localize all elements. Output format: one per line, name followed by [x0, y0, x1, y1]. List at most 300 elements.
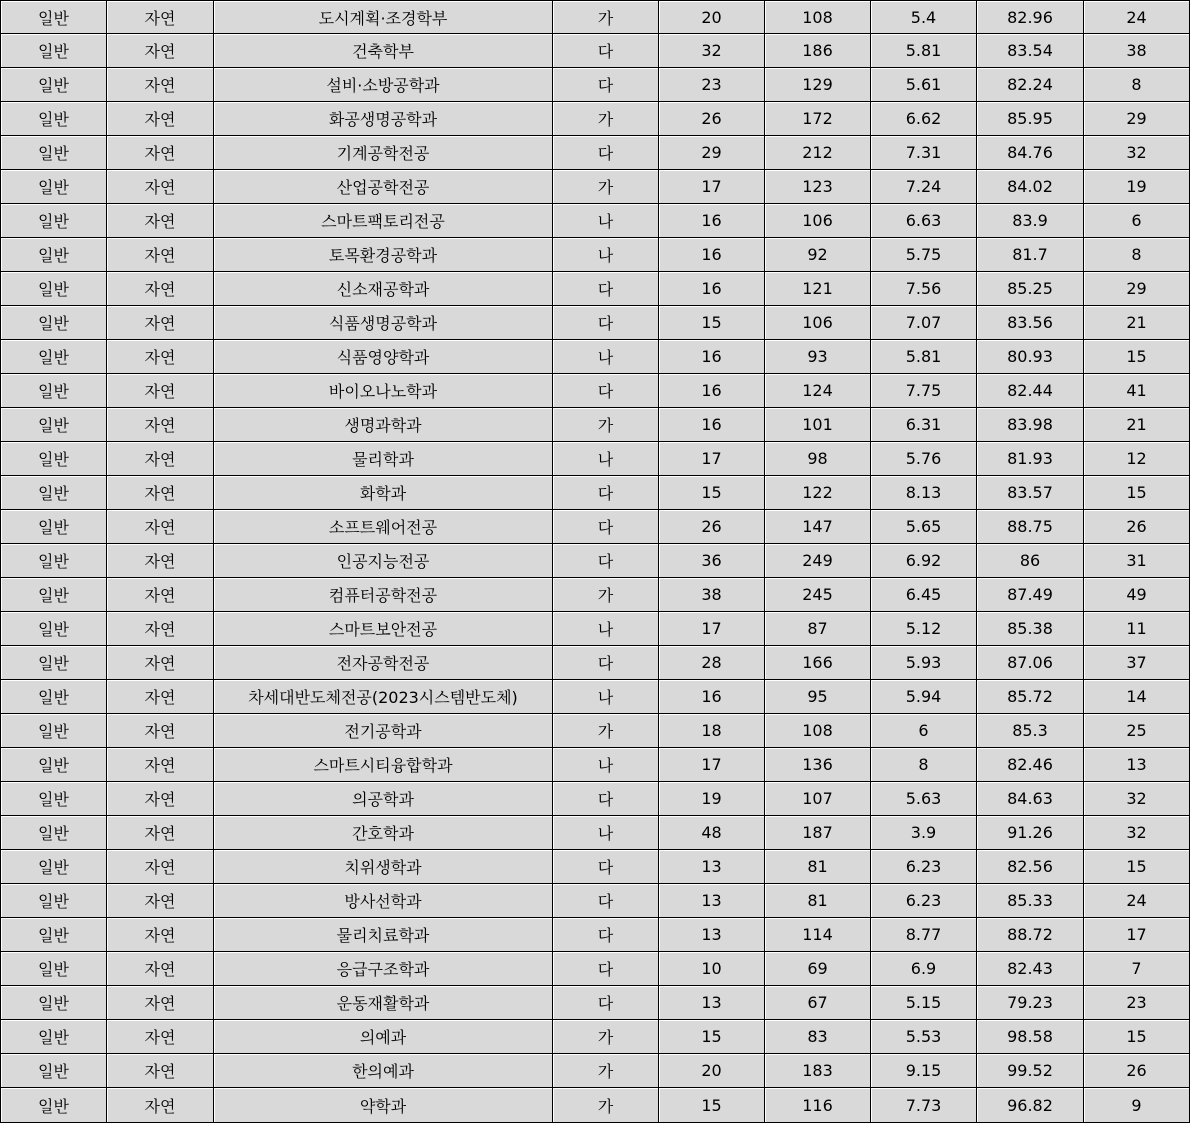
department-cell: 운동재활학과: [214, 986, 553, 1020]
table-row: [1, 1088, 1190, 1123]
competition-rate-cell: 3.9: [871, 816, 977, 850]
quota-cell: 16: [659, 374, 765, 408]
applicants-cell: 81: [765, 850, 871, 884]
score-cell: 83.9: [977, 204, 1084, 238]
table-row: [1, 714, 1190, 748]
competition-rate-cell: 5.93: [871, 646, 977, 680]
quota-cell: 13: [659, 850, 765, 884]
competition-rate-cell: 7.07: [871, 306, 977, 340]
department-cell: 화학과: [214, 476, 553, 510]
table-row: [1, 986, 1190, 1020]
score-cell: 82.44: [977, 374, 1084, 408]
department-cell: 컴퓨터공학전공: [214, 578, 553, 612]
category-cell: 자연: [107, 68, 214, 102]
score-cell: 83.56: [977, 306, 1084, 340]
rank-cell: 15: [1084, 476, 1190, 510]
quota-cell: 13: [659, 918, 765, 952]
table-row: [1, 816, 1190, 850]
applicants-cell: 245: [765, 578, 871, 612]
category-cell: 자연: [107, 1054, 214, 1088]
quota-cell: 16: [659, 340, 765, 374]
table-row: [1, 476, 1190, 510]
applicants-cell: 69: [765, 952, 871, 986]
category-cell: 자연: [107, 612, 214, 646]
rank-cell: 12: [1084, 442, 1190, 476]
category-cell: 자연: [107, 374, 214, 408]
category-cell: 자연: [107, 102, 214, 136]
department-cell: 건축학부: [214, 34, 553, 68]
rank-cell: 26: [1084, 510, 1190, 544]
admission-type-cell: 일반: [1, 816, 107, 850]
category-cell: 자연: [107, 1, 214, 34]
quota-cell: 10: [659, 952, 765, 986]
table-row: [1, 612, 1190, 646]
quota-cell: 13: [659, 986, 765, 1020]
admission-type-cell: 일반: [1, 680, 107, 714]
competition-rate-cell: 5.94: [871, 680, 977, 714]
department-cell: 응급구조학과: [214, 952, 553, 986]
department-cell: 한의예과: [214, 1054, 553, 1088]
department-cell: 스마트팩토리전공: [214, 204, 553, 238]
competition-rate-cell: 5.81: [871, 34, 977, 68]
group-cell: 나: [553, 442, 659, 476]
category-cell: 자연: [107, 884, 214, 918]
competition-rate-cell: 6.62: [871, 102, 977, 136]
quota-cell: 16: [659, 204, 765, 238]
department-cell: 토목환경공학과: [214, 238, 553, 272]
department-cell: 도시계획·조경학부: [214, 1, 553, 34]
group-cell: 다: [553, 306, 659, 340]
competition-rate-cell: 5.75: [871, 238, 977, 272]
admission-type-cell: 일반: [1, 34, 107, 68]
competition-rate-cell: 7.31: [871, 136, 977, 170]
group-cell: 다: [553, 850, 659, 884]
admission-type-cell: 일반: [1, 204, 107, 238]
score-cell: 83.54: [977, 34, 1084, 68]
table-row: [1, 782, 1190, 816]
department-cell: 설비·소방공학과: [214, 68, 553, 102]
rank-cell: 24: [1084, 1, 1190, 34]
rank-cell: 24: [1084, 884, 1190, 918]
applicants-cell: 166: [765, 646, 871, 680]
group-cell: 다: [553, 782, 659, 816]
group-cell: 나: [553, 680, 659, 714]
competition-rate-cell: 8: [871, 748, 977, 782]
quota-cell: 38: [659, 578, 765, 612]
department-cell: 전자공학전공: [214, 646, 553, 680]
admission-type-cell: 일반: [1, 442, 107, 476]
group-cell: 가: [553, 714, 659, 748]
applicants-cell: 212: [765, 136, 871, 170]
applicants-cell: 122: [765, 476, 871, 510]
quota-cell: 15: [659, 1020, 765, 1054]
score-cell: 84.63: [977, 782, 1084, 816]
department-cell: 약학과: [214, 1088, 553, 1123]
applicants-cell: 249: [765, 544, 871, 578]
score-cell: 91.26: [977, 816, 1084, 850]
applicants-cell: 108: [765, 1, 871, 34]
rank-cell: 29: [1084, 272, 1190, 306]
competition-rate-cell: 7.56: [871, 272, 977, 306]
group-cell: 다: [553, 884, 659, 918]
applicants-cell: 147: [765, 510, 871, 544]
department-cell: 소프트웨어전공: [214, 510, 553, 544]
applicants-cell: 95: [765, 680, 871, 714]
score-cell: 85.95: [977, 102, 1084, 136]
rank-cell: 38: [1084, 34, 1190, 68]
group-cell: 가: [553, 1, 659, 34]
rank-cell: 11: [1084, 612, 1190, 646]
department-cell: 물리치료학과: [214, 918, 553, 952]
competition-rate-cell: 5.65: [871, 510, 977, 544]
rank-cell: 23: [1084, 986, 1190, 1020]
admission-type-cell: 일반: [1, 782, 107, 816]
competition-rate-cell: 9.15: [871, 1054, 977, 1088]
table-row: [1, 408, 1190, 442]
score-cell: 82.96: [977, 1, 1084, 34]
rank-cell: 37: [1084, 646, 1190, 680]
admission-type-cell: 일반: [1, 102, 107, 136]
table-row: [1, 510, 1190, 544]
rank-cell: 32: [1084, 816, 1190, 850]
table-row: [1, 442, 1190, 476]
department-cell: 산업공학전공: [214, 170, 553, 204]
department-cell: 물리학과: [214, 442, 553, 476]
applicants-cell: 114: [765, 918, 871, 952]
competition-rate-cell: 5.4: [871, 1, 977, 34]
table-row: [1, 578, 1190, 612]
admission-type-cell: 일반: [1, 136, 107, 170]
group-cell: 나: [553, 748, 659, 782]
score-cell: 85.25: [977, 272, 1084, 306]
applicants-cell: 87: [765, 612, 871, 646]
admission-type-cell: 일반: [1, 1020, 107, 1054]
department-cell: 생명과학과: [214, 408, 553, 442]
category-cell: 자연: [107, 170, 214, 204]
admission-type-cell: 일반: [1, 748, 107, 782]
rank-cell: 25: [1084, 714, 1190, 748]
rank-cell: 15: [1084, 1020, 1190, 1054]
rank-cell: 7: [1084, 952, 1190, 986]
admission-type-cell: 일반: [1, 340, 107, 374]
quota-cell: 16: [659, 408, 765, 442]
table-row: [1, 136, 1190, 170]
score-cell: 81.7: [977, 238, 1084, 272]
group-cell: 가: [553, 1088, 659, 1123]
category-cell: 자연: [107, 544, 214, 578]
competition-rate-cell: 6.9: [871, 952, 977, 986]
score-cell: 85.33: [977, 884, 1084, 918]
table-row: [1, 306, 1190, 340]
table-row: [1, 1020, 1190, 1054]
category-cell: 자연: [107, 238, 214, 272]
score-cell: 83.57: [977, 476, 1084, 510]
competition-rate-cell: 6.23: [871, 850, 977, 884]
applicants-cell: 106: [765, 306, 871, 340]
admission-type-cell: 일반: [1, 306, 107, 340]
group-cell: 다: [553, 68, 659, 102]
score-cell: 84.02: [977, 170, 1084, 204]
category-cell: 자연: [107, 782, 214, 816]
rank-cell: 15: [1084, 340, 1190, 374]
category-cell: 자연: [107, 748, 214, 782]
score-cell: 98.58: [977, 1020, 1084, 1054]
group-cell: 다: [553, 136, 659, 170]
group-cell: 다: [553, 952, 659, 986]
quota-cell: 29: [659, 136, 765, 170]
applicants-cell: 92: [765, 238, 871, 272]
department-cell: 신소재공학과: [214, 272, 553, 306]
category-cell: 자연: [107, 646, 214, 680]
applicants-cell: 107: [765, 782, 871, 816]
admission-type-cell: 일반: [1, 408, 107, 442]
category-cell: 자연: [107, 272, 214, 306]
admission-type-cell: 일반: [1, 170, 107, 204]
department-cell: 바이오나노학과: [214, 374, 553, 408]
admission-type-cell: 일반: [1, 374, 107, 408]
score-cell: 79.23: [977, 986, 1084, 1020]
department-cell: 식품생명공학과: [214, 306, 553, 340]
applicants-cell: 172: [765, 102, 871, 136]
quota-cell: 32: [659, 34, 765, 68]
applicants-cell: 67: [765, 986, 871, 1020]
score-cell: 82.43: [977, 952, 1084, 986]
category-cell: 자연: [107, 306, 214, 340]
admission-type-cell: 일반: [1, 952, 107, 986]
table-row: [1, 884, 1190, 918]
quota-cell: 28: [659, 646, 765, 680]
applicants-cell: 187: [765, 816, 871, 850]
quota-cell: 19: [659, 782, 765, 816]
quota-cell: 48: [659, 816, 765, 850]
admission-type-cell: 일반: [1, 884, 107, 918]
competition-rate-cell: 5.63: [871, 782, 977, 816]
rank-cell: 8: [1084, 238, 1190, 272]
category-cell: 자연: [107, 952, 214, 986]
group-cell: 다: [553, 510, 659, 544]
applicants-cell: 121: [765, 272, 871, 306]
rank-cell: 14: [1084, 680, 1190, 714]
admission-type-cell: 일반: [1, 1, 107, 34]
score-cell: 85.3: [977, 714, 1084, 748]
category-cell: 자연: [107, 680, 214, 714]
department-cell: 차세대반도체전공(2023시스템반도체): [214, 680, 553, 714]
table-row: [1, 918, 1190, 952]
competition-rate-cell: 6.63: [871, 204, 977, 238]
table-row: [1, 680, 1190, 714]
admission-type-cell: 일반: [1, 646, 107, 680]
group-cell: 다: [553, 646, 659, 680]
category-cell: 자연: [107, 816, 214, 850]
department-cell: 방사선학과: [214, 884, 553, 918]
quota-cell: 20: [659, 1054, 765, 1088]
group-cell: 나: [553, 340, 659, 374]
competition-rate-cell: 5.53: [871, 1020, 977, 1054]
competition-rate-cell: 5.12: [871, 612, 977, 646]
quota-cell: 18: [659, 714, 765, 748]
table-row: [1, 748, 1190, 782]
quota-cell: 36: [659, 544, 765, 578]
admission-type-cell: 일반: [1, 238, 107, 272]
rank-cell: 8: [1084, 68, 1190, 102]
table-body: [1, 1, 1190, 1123]
table-row: [1, 238, 1190, 272]
admission-type-cell: 일반: [1, 476, 107, 510]
competition-rate-cell: 5.76: [871, 442, 977, 476]
category-cell: 자연: [107, 510, 214, 544]
rank-cell: 32: [1084, 136, 1190, 170]
score-cell: 87.49: [977, 578, 1084, 612]
score-cell: 85.72: [977, 680, 1084, 714]
admission-type-cell: 일반: [1, 986, 107, 1020]
department-cell: 간호학과: [214, 816, 553, 850]
category-cell: 자연: [107, 714, 214, 748]
quota-cell: 17: [659, 442, 765, 476]
score-cell: 84.76: [977, 136, 1084, 170]
department-cell: 기계공학전공: [214, 136, 553, 170]
group-cell: 가: [553, 1054, 659, 1088]
score-cell: 82.24: [977, 68, 1084, 102]
score-cell: 88.72: [977, 918, 1084, 952]
admission-type-cell: 일반: [1, 612, 107, 646]
admission-type-cell: 일반: [1, 544, 107, 578]
rank-cell: 32: [1084, 782, 1190, 816]
applicants-cell: 93: [765, 340, 871, 374]
quota-cell: 20: [659, 1, 765, 34]
rank-cell: 19: [1084, 170, 1190, 204]
admission-type-cell: 일반: [1, 850, 107, 884]
department-cell: 전기공학과: [214, 714, 553, 748]
department-cell: 치위생학과: [214, 850, 553, 884]
rank-cell: 21: [1084, 408, 1190, 442]
score-cell: 87.06: [977, 646, 1084, 680]
category-cell: 자연: [107, 1020, 214, 1054]
group-cell: 다: [553, 544, 659, 578]
department-cell: 스마트보안전공: [214, 612, 553, 646]
table-row: [1, 544, 1190, 578]
score-cell: 85.38: [977, 612, 1084, 646]
category-cell: 자연: [107, 204, 214, 238]
group-cell: 다: [553, 918, 659, 952]
rank-cell: 15: [1084, 850, 1190, 884]
competition-rate-cell: 5.81: [871, 340, 977, 374]
department-cell: 스마트시티융합학과: [214, 748, 553, 782]
admission-type-cell: 일반: [1, 68, 107, 102]
applicants-cell: 123: [765, 170, 871, 204]
applicants-cell: 108: [765, 714, 871, 748]
category-cell: 자연: [107, 340, 214, 374]
rank-cell: 13: [1084, 748, 1190, 782]
group-cell: 가: [553, 408, 659, 442]
group-cell: 가: [553, 578, 659, 612]
rank-cell: 31: [1084, 544, 1190, 578]
rank-cell: 6: [1084, 204, 1190, 238]
score-cell: 88.75: [977, 510, 1084, 544]
competition-rate-cell: 8.13: [871, 476, 977, 510]
category-cell: 자연: [107, 34, 214, 68]
group-cell: 나: [553, 204, 659, 238]
score-cell: 99.52: [977, 1054, 1084, 1088]
admission-type-cell: 일반: [1, 1054, 107, 1088]
competition-rate-cell: 5.61: [871, 68, 977, 102]
competition-rate-cell: 8.77: [871, 918, 977, 952]
group-cell: 다: [553, 476, 659, 510]
table-row: [1, 952, 1190, 986]
applicants-cell: 186: [765, 34, 871, 68]
table-row: [1, 34, 1190, 68]
group-cell: 가: [553, 1020, 659, 1054]
admission-type-cell: 일반: [1, 1088, 107, 1123]
group-cell: 다: [553, 986, 659, 1020]
table-row: [1, 646, 1190, 680]
department-cell: 인공지능전공: [214, 544, 553, 578]
group-cell: 다: [553, 374, 659, 408]
competition-rate-cell: 7.75: [871, 374, 977, 408]
group-cell: 다: [553, 272, 659, 306]
table-row: [1, 170, 1190, 204]
competition-rate-cell: 7.73: [871, 1088, 977, 1123]
table-row: [1, 102, 1190, 136]
group-cell: 나: [553, 816, 659, 850]
group-cell: 다: [553, 34, 659, 68]
score-cell: 80.93: [977, 340, 1084, 374]
table-row: [1, 204, 1190, 238]
quota-cell: 16: [659, 680, 765, 714]
rank-cell: 49: [1084, 578, 1190, 612]
quota-cell: 15: [659, 1088, 765, 1123]
rank-cell: 29: [1084, 102, 1190, 136]
department-cell: 의예과: [214, 1020, 553, 1054]
category-cell: 자연: [107, 476, 214, 510]
score-cell: 83.98: [977, 408, 1084, 442]
competition-rate-cell: 6: [871, 714, 977, 748]
quota-cell: 16: [659, 272, 765, 306]
admission-type-cell: 일반: [1, 272, 107, 306]
rank-cell: 21: [1084, 306, 1190, 340]
table-row: [1, 1, 1190, 34]
group-cell: 나: [553, 612, 659, 646]
quota-cell: 16: [659, 238, 765, 272]
table-row: [1, 374, 1190, 408]
score-cell: 86: [977, 544, 1084, 578]
category-cell: 자연: [107, 986, 214, 1020]
applicants-cell: 106: [765, 204, 871, 238]
table-row: [1, 68, 1190, 102]
applicants-cell: 129: [765, 68, 871, 102]
applicants-cell: 136: [765, 748, 871, 782]
quota-cell: 17: [659, 612, 765, 646]
quota-cell: 26: [659, 102, 765, 136]
competition-rate-cell: 6.92: [871, 544, 977, 578]
score-cell: 82.56: [977, 850, 1084, 884]
quota-cell: 15: [659, 306, 765, 340]
rank-cell: 17: [1084, 918, 1190, 952]
admission-type-cell: 일반: [1, 918, 107, 952]
table-row: [1, 272, 1190, 306]
quota-cell: 17: [659, 748, 765, 782]
category-cell: 자연: [107, 578, 214, 612]
department-cell: 식품영양학과: [214, 340, 553, 374]
competition-rate-cell: 5.15: [871, 986, 977, 1020]
applicants-cell: 116: [765, 1088, 871, 1123]
quota-cell: 13: [659, 884, 765, 918]
score-cell: 82.46: [977, 748, 1084, 782]
group-cell: 나: [553, 238, 659, 272]
category-cell: 자연: [107, 850, 214, 884]
competition-rate-cell: 6.45: [871, 578, 977, 612]
applicants-cell: 101: [765, 408, 871, 442]
category-cell: 자연: [107, 1088, 214, 1123]
